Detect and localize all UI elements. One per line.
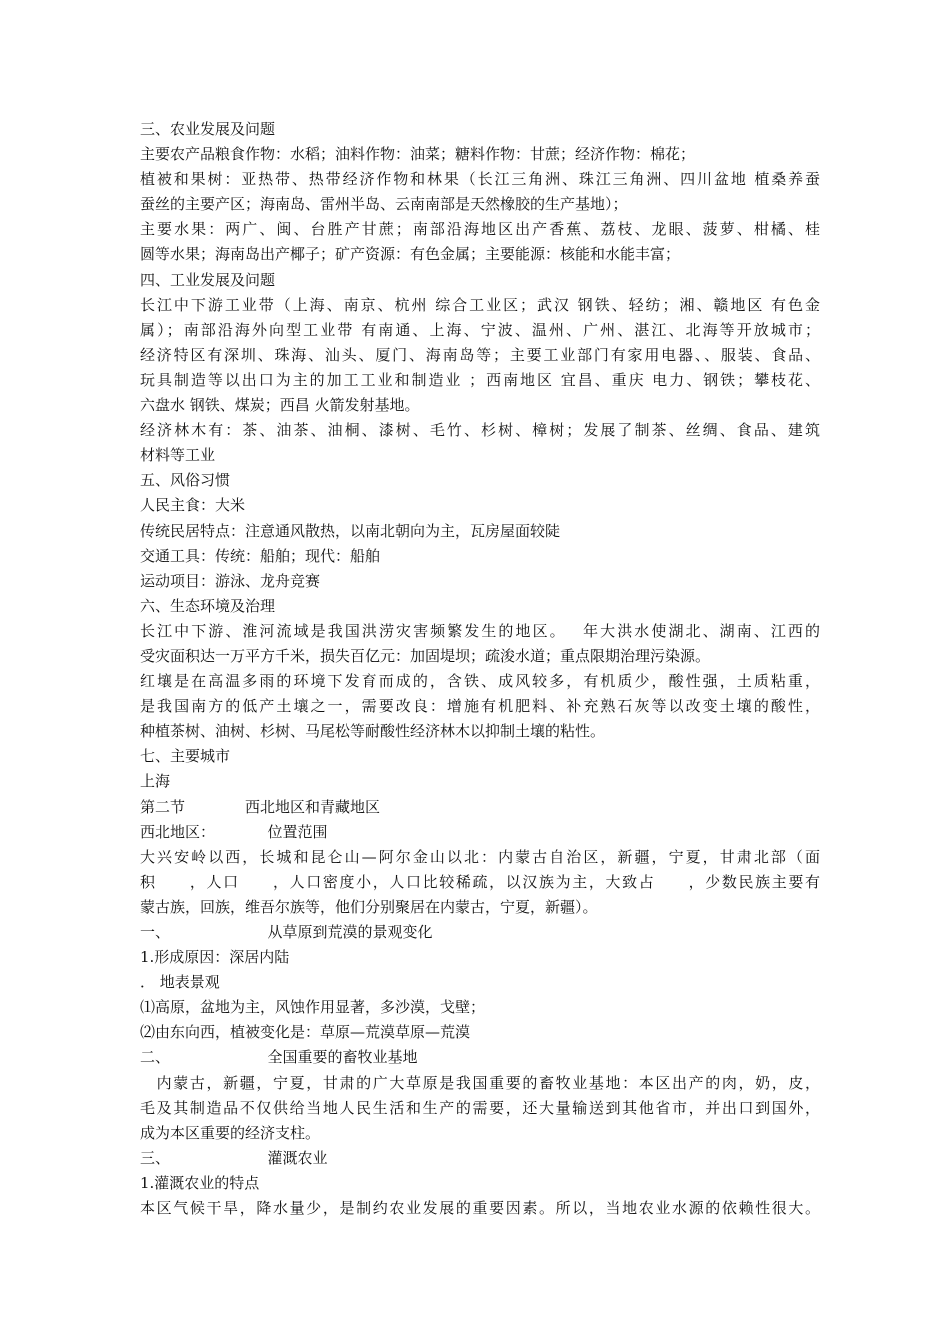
paragraph-line: 大兴安岭以西，长城和昆仑山—阿尔金山以北：内蒙古自治区，新疆，宁夏，甘肃北部（面 — [140, 847, 820, 866]
paragraph-line: 传统民居特点：注意通风散热，以南北朝向为主，瓦房屋面较陡 — [140, 521, 561, 540]
paragraph-line: 玩具制造等以出口为主的加工工业和制造业 ；西南地区 宜昌、重庆 电力、钢铁；攀枝花、 — [140, 370, 820, 389]
paragraph-line: 长江中下游、淮河流域是我国洪涝灾害频繁发生的地区。 年大洪水使湖北、湖南、江西的 — [140, 621, 820, 640]
paragraph-line: 本区气候干旱，降水量少，是制约农业发展的重要因素。所以，当地农业水源的依赖性很大。 — [140, 1199, 820, 1218]
paragraph-line: 成为本区重要的经济支柱。 — [140, 1123, 321, 1142]
paragraph-line: 运动项目：游泳、龙舟竞赛 — [140, 571, 321, 590]
paragraph-line: 经济林木有：茶、油茶、油桐、漆树、毛竹、杉树、樟树；发展了制茶、丝绸、食品、建筑 — [140, 421, 820, 440]
section-heading: 四、工业发展及问题 — [140, 270, 276, 289]
paragraph-line: 材料等工业 — [140, 446, 216, 465]
section-heading: 三、 灌溉农业 — [140, 1148, 328, 1167]
paragraph-line: 受灾面积达一万平方千米，损失百亿元：加固堤坝；疏浚水道；重点限期治理污染源。 — [140, 646, 711, 665]
document-body — [140, 117, 820, 1221]
section-heading: 三、农业发展及问题 — [140, 120, 276, 138]
paragraph-line: 经济特区有深圳、珠海、汕头、厦门、海南岛等；主要工业部门有家用电器、、服装、食品、 — [140, 345, 820, 364]
paragraph-line: 是我国南方的低产土壤之一，需要改良：增施有机肥料、补充熟石灰等以改变土壤的酸性， — [140, 697, 820, 716]
section-heading: 五、风俗习惯 — [140, 471, 231, 490]
chapter-heading: 第二节 西北地区和青藏地区 — [140, 797, 381, 816]
paragraph-line: 蒙古族，回族，维吾尔族等，他们分别聚居在内蒙古，宁夏，新疆）。 — [140, 897, 598, 916]
paragraph-line: 种植茶树、油树、杉树、马尾松等耐酸性经济林木以抑制土壤的粘性。 — [140, 722, 606, 741]
section-heading: 一、 从草原到荒漠的景观变化 — [140, 923, 433, 941]
paragraph-line: 上海 — [140, 772, 171, 791]
section-heading: 西北地区： 位置范围 — [140, 822, 328, 841]
paragraph-line: 植被和果树：亚热带、热带经济作物和林果（长江三角洲、珠江三角洲、四川盆地 植桑养蚕 — [140, 170, 820, 189]
paragraph-line: 毛及其制造品不仅供给当地人民生活和生产的需要，还大量输送到其他省市，并出口到国外， — [140, 1098, 820, 1117]
paragraph-line: 交通工具：传统：船舶；现代：船舶 — [140, 546, 381, 565]
paragraph-line: 属）；南部沿海外向型工业带 有南通、上海、宁波、温州、广州、湛江、北海等开放城市； — [140, 320, 820, 339]
paragraph-line: 蚕丝的主要产区；海南岛、雷州半岛、云南南部是天然橡胶的生产基地）； — [140, 195, 628, 214]
paragraph-line: 主要水果：两广、闽、台胜产甘蔗；南部沿海地区出产香蕉、荔枝、龙眼、菠萝、柑橘、桂 — [140, 220, 820, 239]
paragraph-line: ⑵由东向西，植被变化是：草原—荒漠草原—荒漠 — [140, 1023, 471, 1042]
paragraph-line: 圆等水果；海南岛出产椰子；矿产资源：有色金属；主要能源：核能和水能丰富； — [140, 245, 681, 264]
section-heading: 二、 全国重要的畜牧业基地 — [140, 1048, 418, 1067]
paragraph-line: 六盘水 钢铁、煤炭；西昌 火箭发射基地。 — [140, 396, 420, 415]
section-heading: 六、生态环境及治理 — [140, 596, 276, 615]
paragraph-line: 主要农产品粮食作物：水稻；油料作物：油菜；糖料作物：甘蔗；经济作物：棉花； — [140, 145, 696, 164]
paragraph-line: ． 地表景观 — [140, 973, 220, 992]
paragraph-line: 1.形成原因：深居内陆 — [140, 948, 290, 967]
paragraph-line: 红壤是在高温多雨的环境下发育而成的，含铁、成风较多，有机质少，酸性强，土质粘重， — [140, 672, 820, 691]
paragraph-line: 内蒙古，新疆，宁夏，甘肃的广大草原是我国重要的畜牧业基地：本区出产的肉，奶，皮， — [140, 1073, 820, 1092]
paragraph-line: ⑴高原，盆地为主，风蚀作用显著，多沙漠，戈壁； — [140, 998, 486, 1017]
paragraph-line: 1.灌溉农业的特点 — [140, 1173, 260, 1192]
section-heading: 七、主要城市 — [140, 747, 231, 766]
paragraph-line: 积 ，人口 ，人口密度小，人口比较稀疏，以汉族为主，大致占 ，少数民族主要有 — [140, 872, 820, 891]
paragraph-line: 人民主食：大米 — [140, 496, 246, 515]
paragraph-line: 长江中下游工业带（上海、南京、杭州 综合工业区；武汉 钢铁、轻纺；湘、赣地区 有色金 — [140, 295, 820, 314]
